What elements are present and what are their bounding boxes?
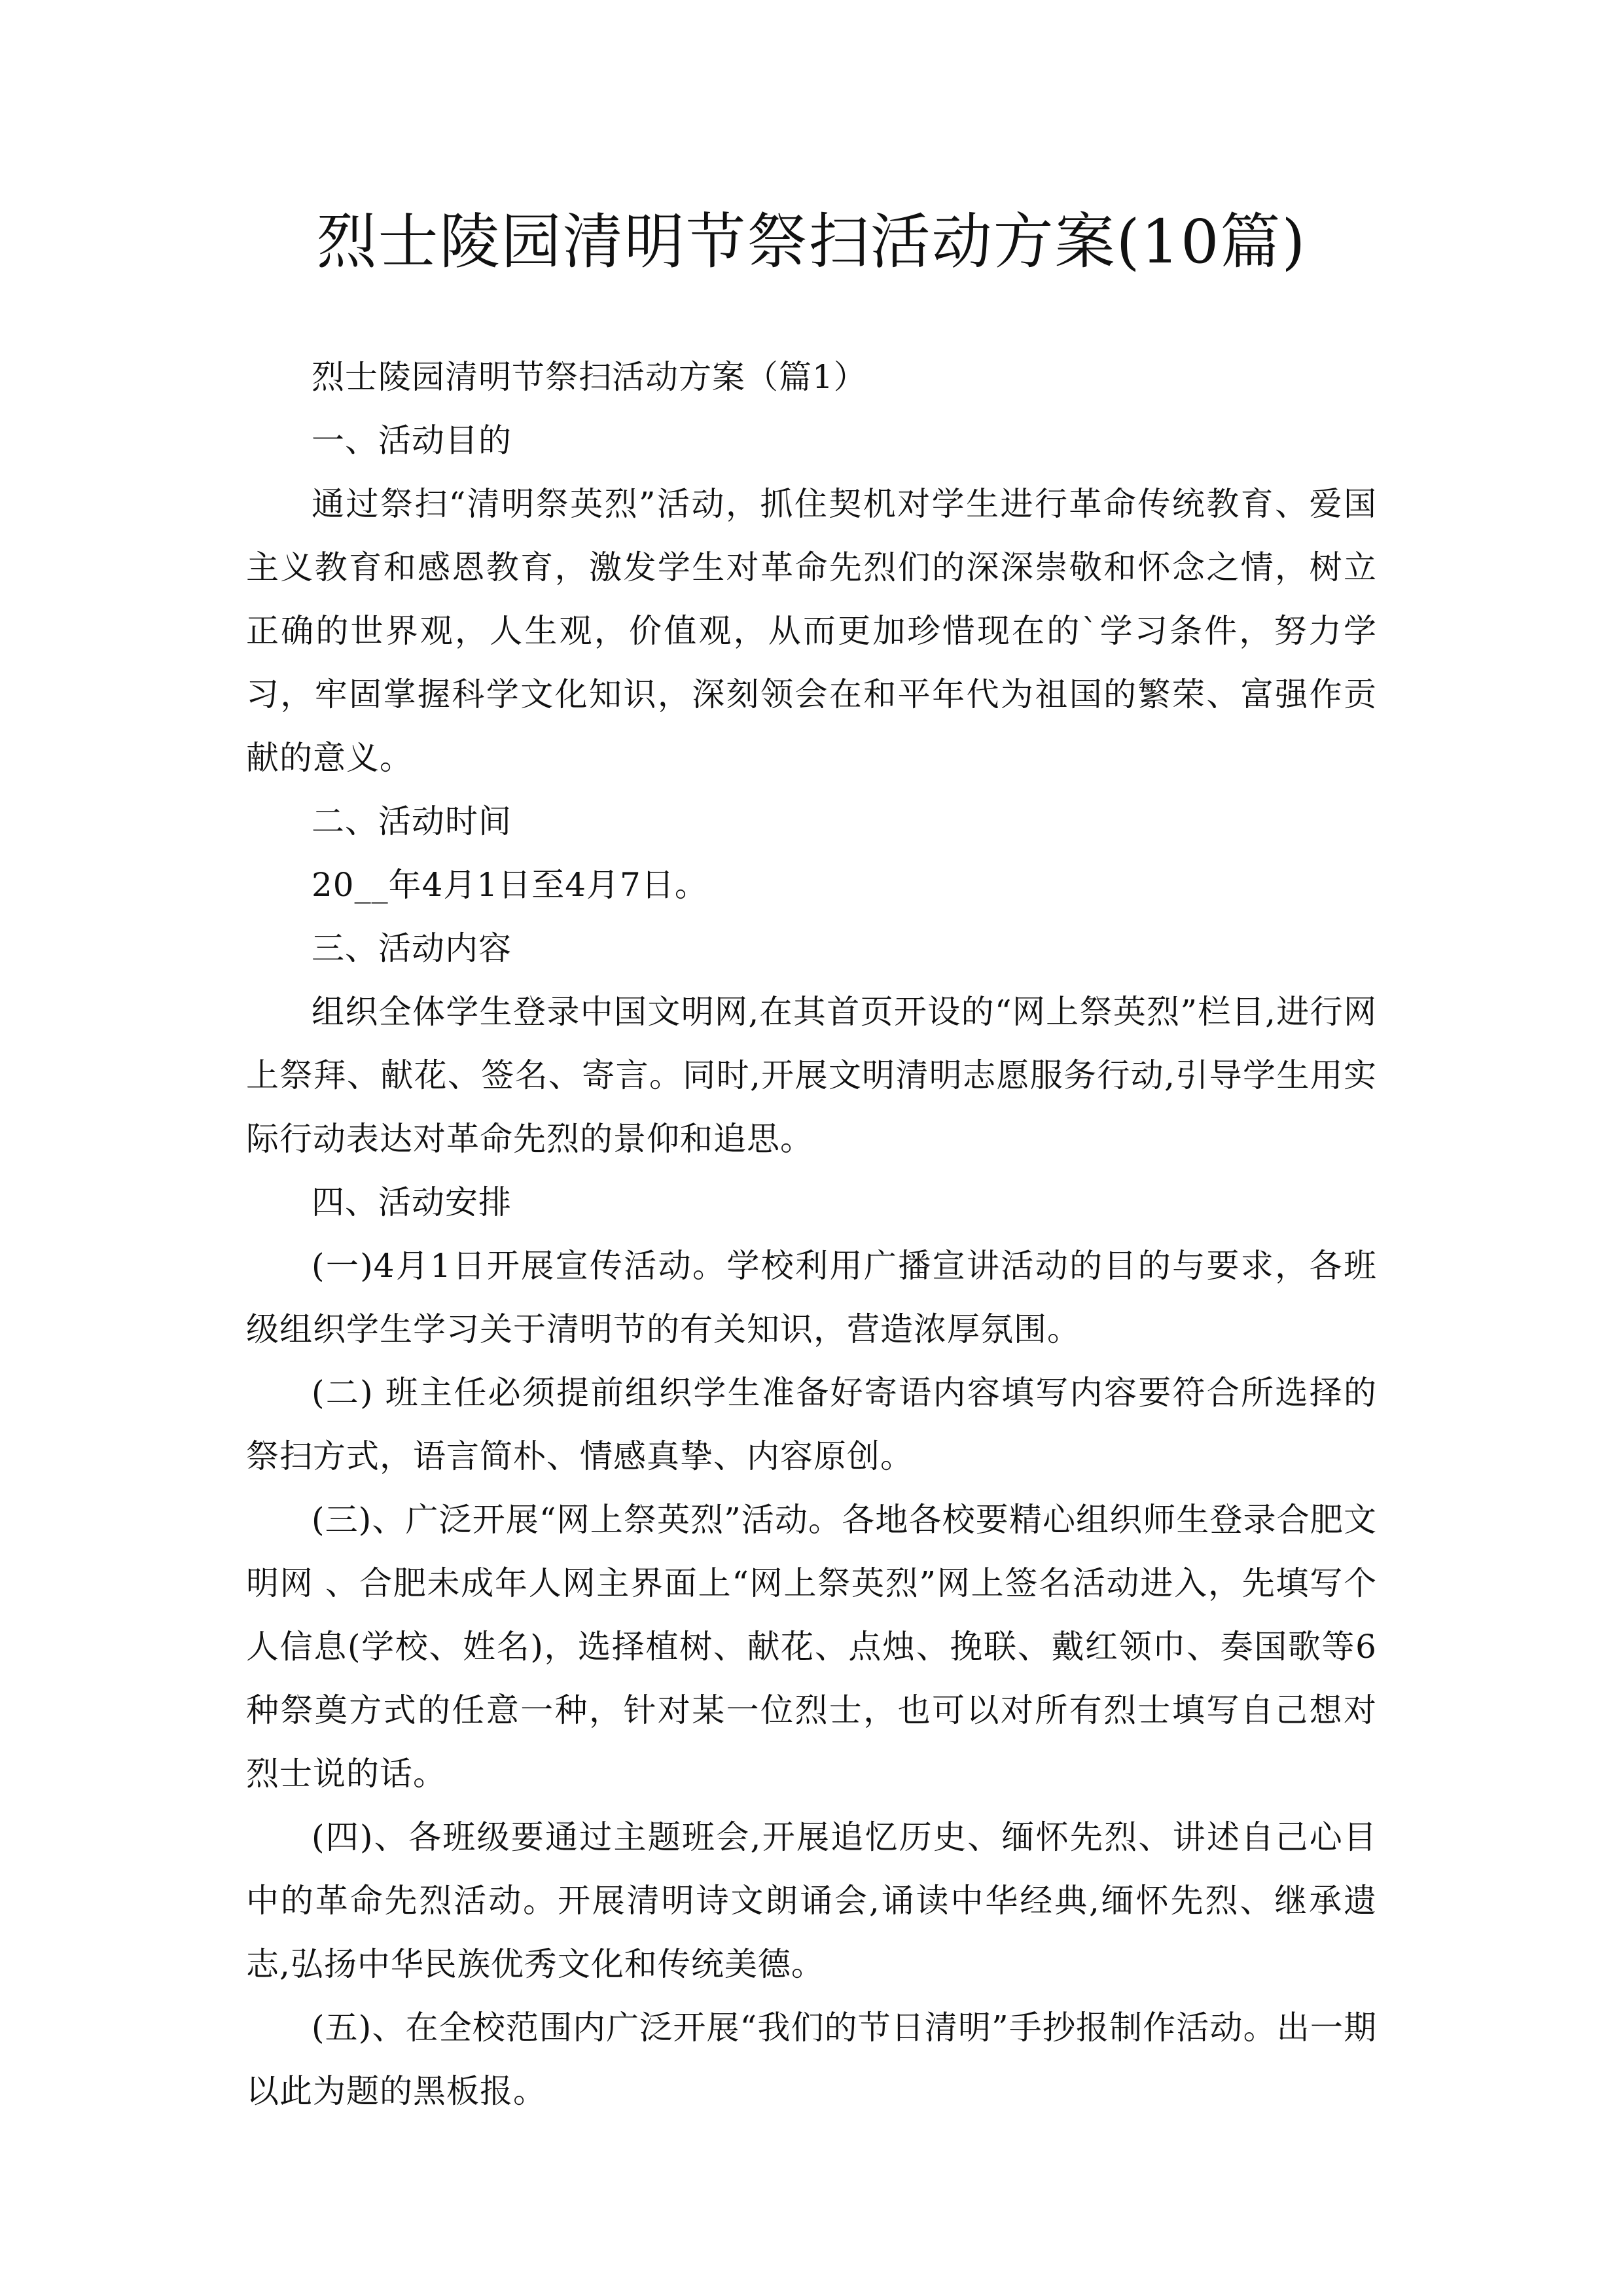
section-heading-plan-1: 烈士陵园清明节祭扫活动方案（篇1） — [312, 358, 867, 396]
paragraph-arrangement-3: (三)、广泛开展“网上祭英烈”活动。各地各校要精心组织师生登录合肥文明网 、合肥未成年人网主界面上“网上祭英烈”网上签名活动进入，先填写个人信息(学校、姓名)，选择植树、献花、点烛、挽联、戴红领巾、奏国歌等6种祭奠方式的任意一种，针对某一位烈士，也可以对所有烈士填写自己想对烈士说的话。 — [246, 1501, 1377, 1793]
section-heading-time: 二、活动时间 — [312, 802, 512, 840]
paragraph-arrangement-5: (五)、在全校范围内广泛开展“我们的节日清明”手抄报制作活动。出一期以此为题的黑板报。 — [246, 2009, 1377, 2110]
section-heading-content: 三、活动内容 — [312, 929, 512, 967]
paragraph-content: 组织全体学生登录中国文明网,在其首页开设的“网上祭英烈”栏目,进行网上祭拜、献花、签名、寄言。同时,开展文明清明志愿服务行动,引导学生用实际行动表达对革命先烈的景仰和追思。 — [246, 993, 1377, 1158]
paragraph-purpose: 通过祭扫“清明祭英烈”活动，抓住契机对学生进行革命传统教育、爱国主义教育和感恩教育，激发学生对革命先烈们的深深崇敬和怀念之情，树立正确的世界观，人生观，价值观，从而更加珍惜现在的`学习条件，努力学习，牢固掌握科学文化知识，深刻领会在和平年代为祖国的繁荣、富强作贡献的意义。 — [246, 485, 1377, 777]
section-heading-arrangement: 四、活动安排 — [312, 1183, 512, 1221]
document-body — [246, 346, 1377, 2123]
document-title: 烈士陵园清明节祭扫活动方案(10篇) — [316, 207, 1307, 277]
paragraph-arrangement-2: (二) 班主任必须提前组织学生准备好寄语内容填写内容要符合所选择的祭扫方式，语言简朴、情感真挚、内容原创。 — [246, 1374, 1377, 1475]
paragraph-arrangement-4: (四)、各班级要通过主题班会,开展追忆历史、缅怀先烈、讲述自己心目中的革命先烈活动。开展清明诗文朗诵会,诵读中华经典,缅怀先烈、继承遗志,弘扬中华民族优秀文化和传统美德。 — [246, 1818, 1377, 1983]
paragraph-arrangement-1: (一)4月1日开展宣传活动。学校利用广播宣讲活动的目的与要求，各班级组织学生学习关于清明节的有关知识，营造浓厚氛围。 — [246, 1247, 1377, 1348]
paragraph-time: 20__年4月1日至4月7日。 — [312, 866, 708, 904]
section-heading-purpose: 一、活动目的 — [312, 422, 512, 459]
